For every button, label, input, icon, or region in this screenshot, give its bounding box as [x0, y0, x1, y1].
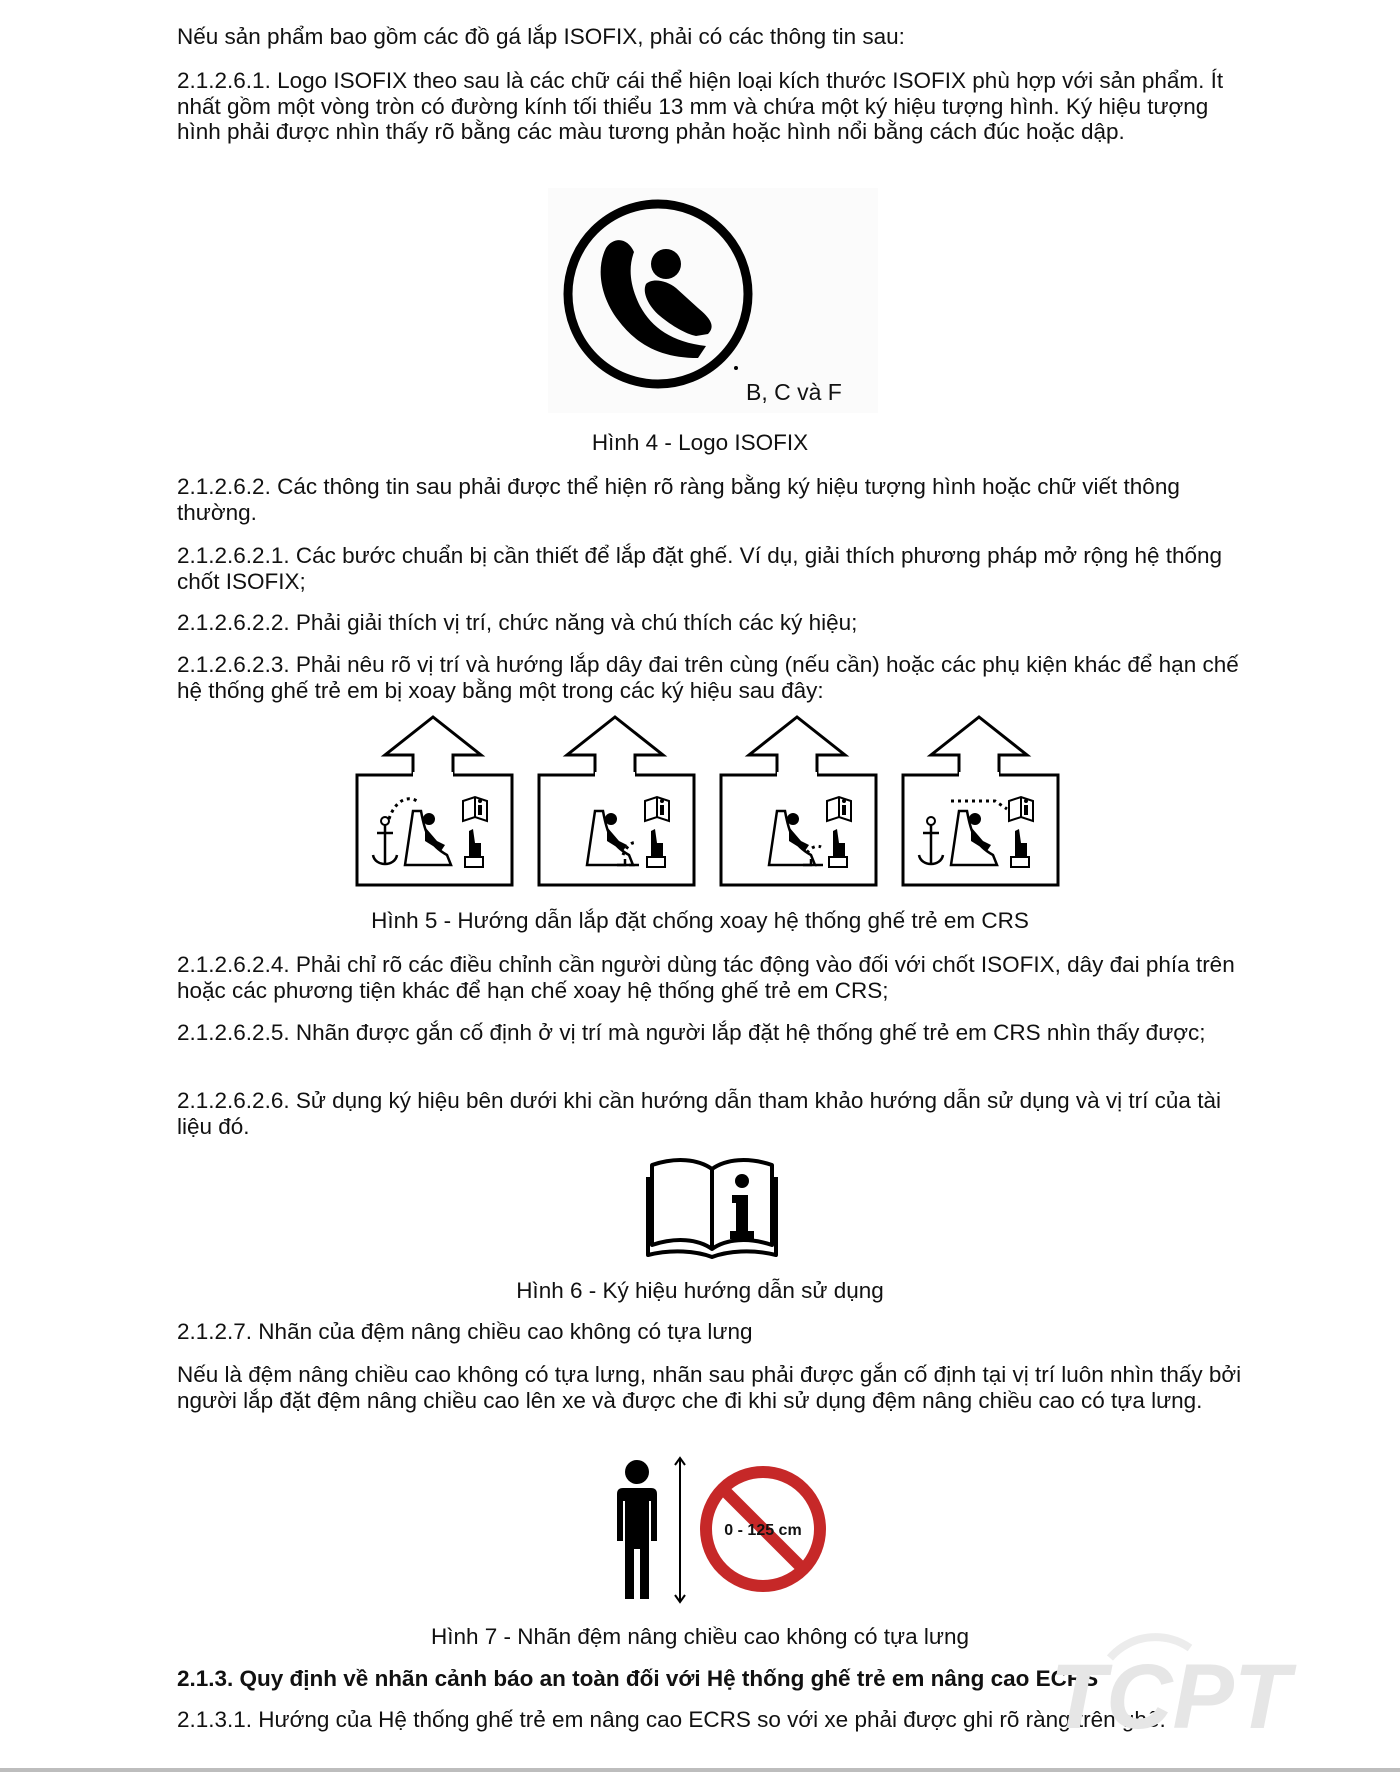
height-range-label: 0 - 125 cm [724, 1522, 802, 1539]
booster-cushion-label [605, 1455, 835, 1605]
pictogram-4 [903, 717, 1058, 885]
paragraph-2-1-2-6-2-4: 2.1.2.6.2.4. Phải chỉ rõ các điều chỉnh cần người dùng tác động vào đối với chốt ISOFIX, dây đai phía trên hoặc các phương tiện khác để hạn chế xoay hệ thống ghế trẻ em CRS; [177, 952, 1235, 1003]
figure-6-caption: Hình 6 - Ký hiệu hướng dẫn sử dụng [516, 1278, 884, 1303]
paragraph-2-1-2-6-2-5: 2.1.2.6.2.5. Nhãn được gắn cố định ở vị trí mà người lắp đặt hệ thống ghế trẻ em CRS nhìn thấy được; [177, 1020, 1206, 1045]
pictogram-1 [357, 717, 512, 885]
paragraph-2-1-2-6-2: 2.1.2.6.2. Các thông tin sau phải được thể hiện rõ ràng bằng ký hiệu tượng hình hoặc chữ viết thông thường. [177, 474, 1180, 525]
person-icon [617, 1460, 657, 1599]
page-bottom-border [0, 1768, 1400, 1772]
isofix-size-label: B, C và F [746, 379, 842, 405]
figure-7-caption: Hình 7 - Nhãn đệm nâng chiều cao không có tựa lưng [431, 1624, 969, 1649]
paragraph-2-1-2-6-2-1: 2.1.2.6.2.1. Các bước chuẩn bị cần thiết để lắp đặt ghế. Ví dụ, giải thích phương pháp mở rộng hệ thống chốt ISOFIX; [177, 543, 1223, 594]
paragraph-intro: Nếu sản phẩm bao gồm các đồ gá lắp ISOFIX, phải có các thông tin sau: [177, 24, 905, 49]
figure-5-caption: Hình 5 - Hướng dẫn lắp đặt chống xoay hệ thống ghế trẻ em CRS [371, 908, 1029, 933]
paragraph-2-1-2-6-2-3: 2.1.2.6.2.3. Phải nêu rõ vị trí và hướng lắp dây đai trên cùng (nếu cần) hoặc các phụ kiện khác để hạn chế hệ thống ghế trẻ em bị xoay bằng một trong các ký hiệu sau đây: [177, 652, 1239, 703]
paragraph-2-1-2-6-1: 2.1.2.6.1. Logo ISOFIX theo sau là các chữ cái thể hiện loại kích thước ISOFIX phù hợp với sản phẩm. Ít nhất gồm một vòng tròn có đường kính tối thiểu 13 mm và chứa một ký hiệu tượng hình. Ký hiệu tượng hình phải được nhìn thấy rõ bằng các màu tương phản hoặc hình nổi bằng cách đúc hoặc dập. [177, 68, 1224, 144]
paragraph-2-1-2-7-body: Nếu là đệm nâng chiều cao không có tựa lưng, nhãn sau phải được gắn cố định tại vị trí luôn nhìn thấy bởi người lắp đặt đệm nâng chiều cao lên xe và được che đi khi sử dụng đệm nâng chiều cao có tựa lưng. [177, 1362, 1242, 1413]
isofix-logo-figure [548, 188, 878, 413]
paragraph-2-1-2-6-2-2: 2.1.2.6.2.2. Phải giải thích vị trí, chức năng và chú thích các ký hiệu; [177, 610, 858, 635]
height-arrow-icon [675, 1458, 685, 1602]
marker-dot [734, 366, 738, 370]
watermark-text: TCPT [1049, 1646, 1291, 1748]
pictogram-2 [539, 717, 694, 885]
paragraph-2-1-2-7: 2.1.2.7. Nhãn của đệm nâng chiều cao không có tựa lưng [177, 1319, 753, 1344]
paragraph-2-1-3-1: 2.1.3.1. Hướng của Hệ thống ghế trẻ em nâng cao ECRS so với xe phải được ghi rõ ràng trên ghế. [177, 1707, 1166, 1732]
anti-rotation-pictograms [355, 715, 1070, 890]
paragraph-2-1-2-6-2-6: 2.1.2.6.2.6. Sử dụng ký hiệu bên dưới khi cần hướng dẫn tham khảo hướng dẫn sử dụng và vị trí của tài liệu đó. [177, 1088, 1221, 1139]
figure-4-caption: Hình 4 - Logo ISOFIX [591, 430, 809, 455]
section-heading-2-1-3: 2.1.3. Quy định về nhãn cảnh báo an toàn đối với Hệ thống ghế trẻ em nâng cao ECRS [177, 1666, 1099, 1691]
book-info-icon [646, 1155, 778, 1260]
pictogram-3 [721, 717, 876, 885]
watermark-logo [1020, 1628, 1320, 1748]
